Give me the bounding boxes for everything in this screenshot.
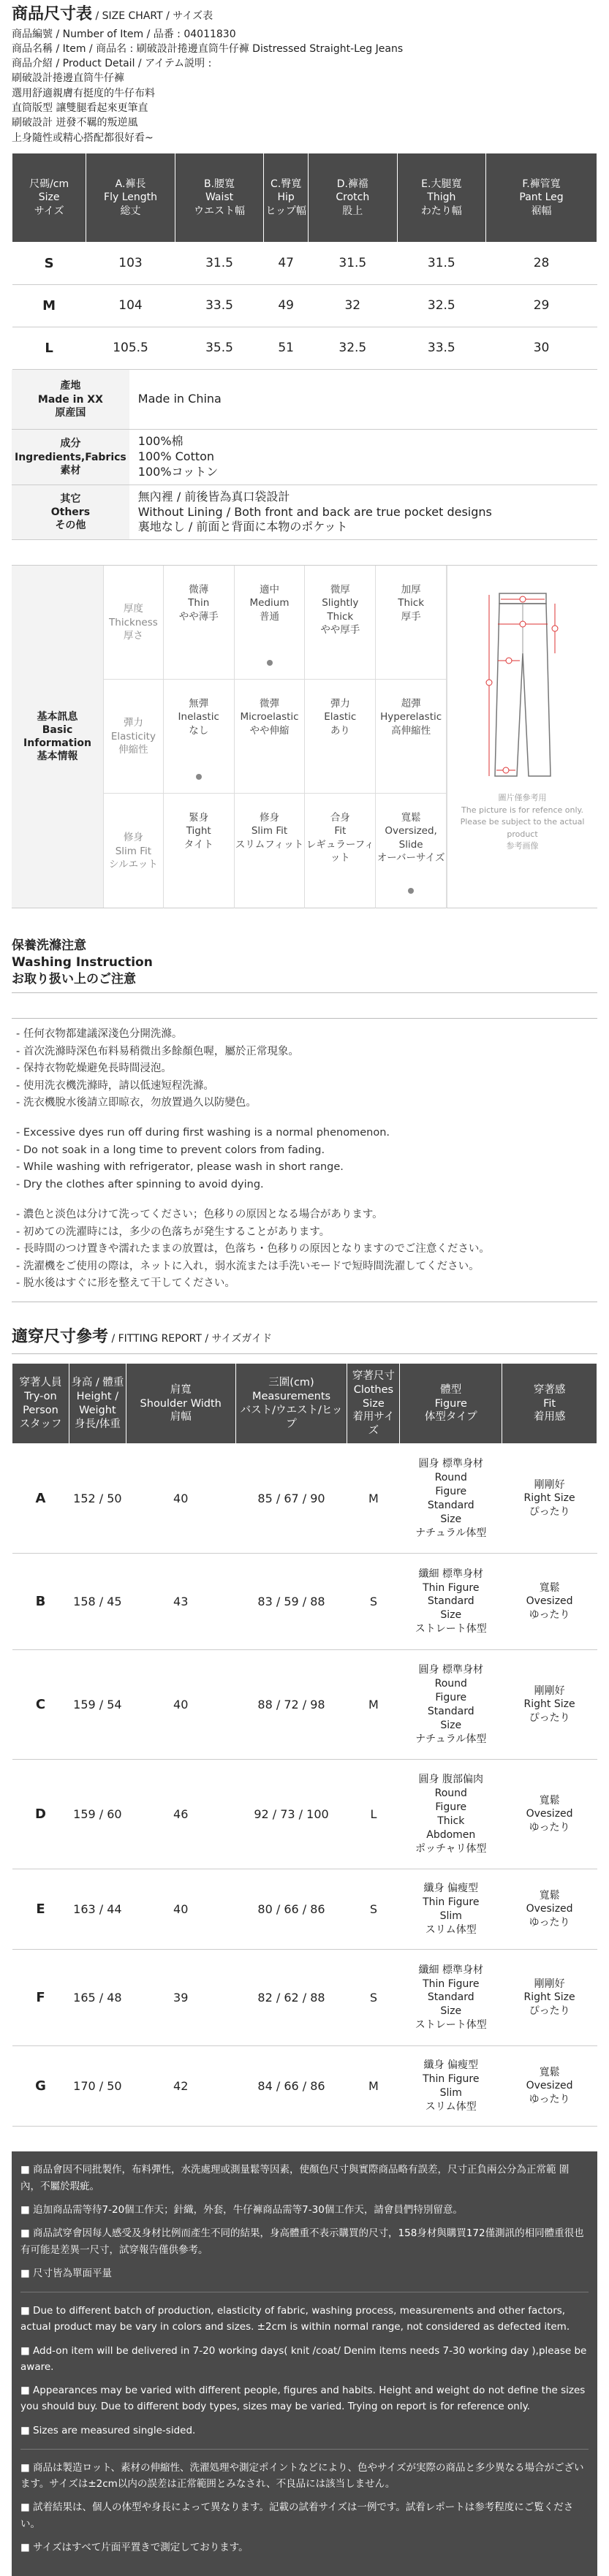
size-row (12, 284, 597, 327)
basic-info-option-label: 無彈 Inelastic なし (178, 698, 219, 737)
fitting-row (12, 1650, 597, 1760)
fitting-column-header: 穿著感 Fit 着用感 (502, 1364, 597, 1444)
size-value: 33.5 (175, 284, 264, 327)
fitting-header-row (12, 1364, 597, 1444)
size-value: 28 (486, 242, 597, 284)
basic-info-option (164, 566, 235, 679)
basic-info-option-label: 適中 Medium 普通 (249, 584, 290, 623)
size-column-header: F.褲管寬 Pant Leg 裾幅 (486, 153, 597, 242)
basic-info-option-label: 寬鬆 Oversized, Slide オーバーサイズ (377, 812, 445, 864)
size-value: 33.5 (397, 327, 486, 369)
selected-dot-icon (196, 774, 202, 780)
fitting-value: 寬鬆 Ovesized ゆったり (502, 2046, 597, 2127)
size-chart-title-cn: 商品尺寸表 (12, 5, 93, 23)
selected-dot-icon (267, 660, 273, 666)
fitting-value: 寬鬆 Ovesized ゆったり (502, 1554, 597, 1650)
product-info-line: 商品介紹 / Product Detail / アイテム説明 : (12, 58, 212, 70)
size-chart-header-row (12, 153, 597, 242)
fitting-row (12, 1444, 597, 1554)
size-value: 104 (86, 284, 175, 327)
fitting-value: 圓身 腹部偏肉 Round Figure Thick Abdomen ポッチャリ体型 (400, 1760, 502, 1869)
size-column-header: A.褲長 Fly Length 総丈 (86, 153, 175, 242)
basic-info-option (235, 566, 306, 679)
try-on-person: B (12, 1554, 69, 1650)
basic-info-option (235, 680, 306, 793)
fitting-value: 92 / 73 / 100 (235, 1760, 347, 1869)
basic-info-option (235, 794, 306, 908)
fitting-value: 纖身 偏瘦型 Thin Figure Slim スリム体型 (400, 2046, 502, 2127)
product-info-line: 刷破設計捲邊直筒牛仔褲 (12, 72, 124, 85)
material-row (12, 370, 597, 430)
basic-info-option (376, 566, 447, 679)
fitting-value: 纖身 偏瘦型 Thin Figure Slim スリム体型 (400, 1869, 502, 1950)
basic-info-option-label: 微薄 Thin やや薄手 (178, 584, 219, 623)
material-value: Made in China (129, 370, 597, 430)
basic-info-option (305, 566, 376, 679)
size-chart-title (0, 0, 609, 26)
size-value: 35.5 (175, 327, 264, 369)
basic-info-row (104, 794, 447, 908)
pants-sketch-icon (479, 588, 567, 785)
note-line: ■ Add-on item will be delivered in 7-20 working days( knit /coat/ Denim items needs 7-30 working day ),please be aware. (20, 2344, 587, 2373)
washing-line: - 長時間のつけ置きや濡れたままの放置は，色落ち・色移りの原因となりますのでご注意ください。 (16, 1243, 490, 1255)
washing-line: - 保持衣物乾燥避免長時間浸泡。 (16, 1063, 172, 1075)
fitting-row (12, 1950, 597, 2046)
fitting-value: M (347, 1444, 400, 1554)
product-info-line: 商品編號 / Number of Item / 品番 : 04011830 (12, 28, 236, 40)
note-line: ■ Sizes are measured single-sided. (20, 2424, 196, 2436)
product-info-line: 上身隨性或精心搭配都很好看~ (12, 132, 154, 144)
note-line: ■ 商品試穿會因每人感受及身材比例而產生不同的結果，身高體重不表示購買的尺寸，158身材與購買172僅測訊的相同體重很也有可能是差異一尺寸，試穿報告僅供參考。 (20, 2227, 584, 2256)
size-label: L (12, 327, 86, 369)
fitting-value: 159 / 54 (69, 1650, 126, 1760)
fitting-row (12, 1554, 597, 1650)
size-value: 32 (309, 284, 398, 327)
basic-info-option-label: 合身 Fit レギュラーフィット (306, 812, 374, 864)
pants-diagram (447, 566, 597, 908)
fitting-value: 84 / 66 / 86 (235, 2046, 347, 2127)
washing-instructions (12, 1018, 597, 1302)
fitting-value: 纖細 標準身材 Thin Figure Standard Size ストレート体型 (400, 1950, 502, 2046)
fitting-value: 80 / 66 / 86 (235, 1869, 347, 1950)
fitting-value: M (347, 2046, 400, 2127)
size-column-header: C.臀寬 Hip ヒップ幅 (264, 153, 309, 242)
fitting-value: 159 / 60 (69, 1760, 126, 1869)
basic-info-option (305, 680, 376, 793)
fitting-value: 寬鬆 Ovesized ゆったり (502, 1869, 597, 1950)
fitting-row (12, 1869, 597, 1950)
material-label: 產地 Made in XX 原産国 (12, 370, 129, 430)
fitting-column-header: 三圍(cm) Measurements バスト/ウエスト/ヒップ (235, 1364, 347, 1444)
notes-section (12, 2151, 597, 2576)
fitting-value: 163 / 44 (69, 1869, 126, 1950)
basic-info-attribute: 彈力 Elasticity 伸縮性 (104, 680, 164, 793)
note-line: ■ Appearances may be varied with different people, figures and habits. Height and weight do not define the sizes you should buy. Due to different body types, sizes may be varied. Trying on report is for reference only. (20, 2385, 586, 2413)
fitting-value: S (347, 1869, 400, 1950)
basic-info-grid (103, 566, 447, 908)
fitting-table (12, 1363, 597, 2127)
try-on-person: G (12, 2046, 69, 2127)
size-value: 32.5 (309, 327, 398, 369)
product-info-line: 直筒版型 讓雙腿看起來更筆直 (12, 102, 148, 115)
fitting-value: S (347, 1554, 400, 1650)
washing-spacer (16, 1112, 593, 1125)
washing-line: - 任何衣物都建議深淺色分開洗滌。 (16, 1028, 183, 1041)
try-on-person: E (12, 1869, 69, 1950)
basic-info-option-label: 加厚 Thick 厚手 (398, 584, 425, 623)
fitting-value: 43 (126, 1554, 235, 1650)
material-row (12, 485, 597, 539)
fitting-value: 40 (126, 1650, 235, 1760)
size-value: 103 (86, 242, 175, 284)
fitting-value: 83 / 59 / 88 (235, 1554, 347, 1650)
fitting-column-header: 穿著人員 Try-on Person スタッフ (12, 1364, 69, 1444)
fitting-value: 剛剛好 Right Size ぴったり (502, 1650, 597, 1760)
fitting-report-title (12, 1327, 597, 1355)
basic-info-label: 基本訊息 Basic Information 基本情報 (12, 566, 103, 908)
size-label: M (12, 284, 86, 327)
fitting-body (12, 1444, 597, 2127)
material-body (12, 370, 597, 540)
fitting-value: 剛剛好 Right Size ぴったり (502, 1950, 597, 2046)
size-value: 29 (486, 284, 597, 327)
fitting-value: L (347, 1760, 400, 1869)
washing-line: - 濃色と淡色は分けて洗ってください；色移りの原因となる場合があります。 (16, 1209, 383, 1221)
fitting-value: 170 / 50 (69, 2046, 126, 2127)
size-row (12, 327, 597, 369)
try-on-person: C (12, 1650, 69, 1760)
washing-line: - 初めての洗濯時には，多少の色落ちが発生することがあります。 (16, 1226, 330, 1238)
fitting-value: 88 / 72 / 98 (235, 1650, 347, 1760)
fitting-row (12, 2046, 597, 2127)
basic-info-row (104, 680, 447, 794)
note-line: ■ 試着結果は、個人の体型や身長によって異なります。記載の試着サイズは一例です。試着レポートは参考程度にご覧ください。 (20, 2501, 574, 2530)
washing-line: - 脱水後はすぐに形を整えて干してください。 (16, 1277, 235, 1290)
size-chart-body (12, 242, 597, 369)
fitting-value: 纖細 標準身材 Thin Figure Standard Size ストレート体型 (400, 1554, 502, 1650)
fitting-value: 39 (126, 1950, 235, 2046)
basic-info-option (164, 680, 235, 793)
size-column-header: E.大腿寬 Thigh わたり幅 (397, 153, 486, 242)
size-value: 30 (486, 327, 597, 369)
basic-info-option-label: 修身 Slim Fit スリムフィット (235, 812, 304, 851)
size-value: 31.5 (309, 242, 398, 284)
fitting-column-header: 身高 / 體重 Height / Weight 身長/体重 (69, 1364, 126, 1444)
fitting-column-header: 穿著尺寸 Clothes Size 着用サイズ (347, 1364, 400, 1444)
material-label: 其它 Others その他 (12, 485, 129, 539)
size-value: 31.5 (397, 242, 486, 284)
fitting-value: 158 / 45 (69, 1554, 126, 1650)
fitting-value: 46 (126, 1760, 235, 1869)
fitting-value: S (347, 1950, 400, 2046)
size-value: 51 (264, 327, 309, 369)
material-label: 成分 Ingredients,Fabrics 素材 (12, 430, 129, 485)
try-on-person: D (12, 1760, 69, 1869)
material-table (12, 370, 597, 540)
size-value: 47 (264, 242, 309, 284)
product-info-line: 刷破設計 迸發不羈的叛逆風 (12, 117, 138, 129)
product-info (0, 26, 609, 153)
size-value: 49 (264, 284, 309, 327)
washing-line: - 洗衣機脫水後請立即晾衣，勿放置過久以防變色。 (16, 1097, 257, 1109)
basic-info-option-label: 微彈 Microelastic やや伸縮 (240, 698, 299, 737)
material-row (12, 430, 597, 485)
notes-divider (20, 2449, 589, 2450)
washing-title: 保養洗滌注意 Washing Instruction お取り扱い上のご注意 (12, 938, 597, 993)
fitting-value: 165 / 48 (69, 1950, 126, 2046)
basic-info-section (12, 565, 597, 908)
basic-info-option (305, 794, 376, 908)
basic-info-option-label: 微厚 Slightly Thick やや厚手 (320, 584, 360, 636)
size-value: 105.5 (86, 327, 175, 369)
material-value: 無內裡 / 前後皆為真口袋設計 Without Lining / Both front and back are true pocket designs 裏地なし / 前面と背面に本物のポケット (129, 485, 597, 539)
size-column-header: D.褲襠 Crotch 股上 (309, 153, 398, 242)
fitting-value: 42 (126, 2046, 235, 2127)
material-value: 100%棉 100% Cotton 100%コットン (129, 430, 597, 485)
washing-line: - Do not soak in a long time to prevent colors from fading. (16, 1144, 325, 1156)
note-line: ■ 商品會因不同批製作，布料彈性，水洗處理或測量鬆等因素，使顏色尺寸與實際商品略有誤差，尺寸正負兩公分為正常範 圍內，不屬於瑕疵。 (20, 2164, 570, 2192)
fitting-value: 152 / 50 (69, 1444, 126, 1554)
basic-info-attribute: 厚度 Thickness 厚さ (104, 566, 164, 679)
basic-info-option-label: 彈力 Elastic あり (324, 698, 357, 737)
fitting-title-cn: 適穿尺寸參考 (12, 1327, 109, 1346)
size-column-header: 尺碼/cm Size サイズ (12, 153, 86, 242)
fitting-value: 圓身 標準身材 Round Figure Standard Size ナチュラル体型 (400, 1650, 502, 1760)
basic-info-option (164, 794, 235, 908)
fitting-value: 寬鬆 Ovesized ゆったり (502, 1760, 597, 1869)
washing-line: - 使用洗衣機洗滌時，請以低速短程洗滌。 (16, 1079, 214, 1092)
basic-info-option (376, 794, 447, 908)
size-row (12, 242, 597, 284)
washing-line: - 首次洗滌時深色布料易稍微出多餘顏色喔，屬於正常現象。 (16, 1045, 299, 1057)
fitting-title-en: / FITTING REPORT / サイズガイド (108, 1332, 272, 1345)
fitting-value: 圓身 標準身材 Round Figure Standard Size ナチュラル体型 (400, 1444, 502, 1554)
fitting-value: M (347, 1650, 400, 1760)
size-label: S (12, 242, 86, 284)
diagram-caption: 圖片僅參考用 The picture is for refence only. Please be subject to the actual product 参考画像 (460, 793, 585, 851)
size-value: 32.5 (397, 284, 486, 327)
try-on-person: A (12, 1444, 69, 1554)
fitting-column-header: 體型 Figure 体型タイプ (400, 1364, 502, 1444)
selected-dot-icon (408, 888, 414, 894)
product-info-line: 商品名稱 / Item / 商品名 : 刷破設計捲邊直筒牛仔褲 Distressed Straight-Leg Jeans (12, 42, 404, 55)
note-line: ■ サイズはすべて片面平置きで測定しております。 (20, 2541, 249, 2553)
basic-info-option-label: 緊身 Tight タイト (184, 812, 213, 851)
size-chart-table (12, 153, 597, 370)
size-value: 31.5 (175, 242, 264, 284)
fitting-value: 40 (126, 1444, 235, 1554)
fitting-value: 40 (126, 1869, 235, 1950)
product-info-line: 選用舒適親膚有挺度的牛仔布料 (12, 87, 155, 99)
washing-line: - Dry the clothes after spinning to avoid dying. (16, 1178, 264, 1190)
size-column-header: B.腰寬 Waist ウエスト幅 (175, 153, 264, 242)
washing-spacer (16, 1193, 593, 1207)
fitting-column-header: 肩寬 Shoulder Width 肩幅 (126, 1364, 235, 1444)
fitting-value: 82 / 62 / 88 (235, 1950, 347, 2046)
size-chart-title-en: / SIZE CHART / サイズ表 (92, 10, 213, 22)
note-line: ■ 商品は製造ロット、素材の伸縮性、洗濯処理や測定ポイントなどにより、色やサイズが実際の商品と多少異なる場合がございます。サイズは±2cm以内の誤差は正常範囲とみなされ、不良品には該当しません。 (20, 2461, 584, 2490)
note-line: ■ 尺寸皆為單面平量 (20, 2267, 113, 2279)
washing-line: - Excessive dyes run off during first washing is a normal phenomenon. (16, 1127, 390, 1139)
basic-info-option (376, 680, 447, 793)
basic-info-option-label: 超彈 Hyperelastic 高伸縮性 (380, 698, 442, 737)
basic-info-row (104, 566, 447, 680)
note-line: ■ 追加商品需等待7-20個工作天；針織，外套，牛仔褲商品需等7-30個工作天，請會員們特別留意。 (20, 2203, 463, 2216)
fitting-value: 85 / 67 / 90 (235, 1444, 347, 1554)
note-line: ■ Due to different batch of production, elasticity of fabric, washing process, measurements and other factors, actual product may be vary in colors and sizes. ±2cm is within normal range, not considered as defected item. (20, 2305, 570, 2333)
fitting-row (12, 1760, 597, 1869)
basic-info-attribute: 修身 Slim Fit シルエット (104, 794, 164, 908)
fitting-value: 剛剛好 Right Size ぴったり (502, 1444, 597, 1554)
washing-line: - 洗濯機をご使用の際は，ネットに入れ，弱水流または手洗いモードで短時間洗濯してください。 (16, 1260, 480, 1272)
try-on-person: F (12, 1950, 69, 2046)
washing-line: - While washing with refrigerator, please wash in short range. (16, 1161, 344, 1174)
